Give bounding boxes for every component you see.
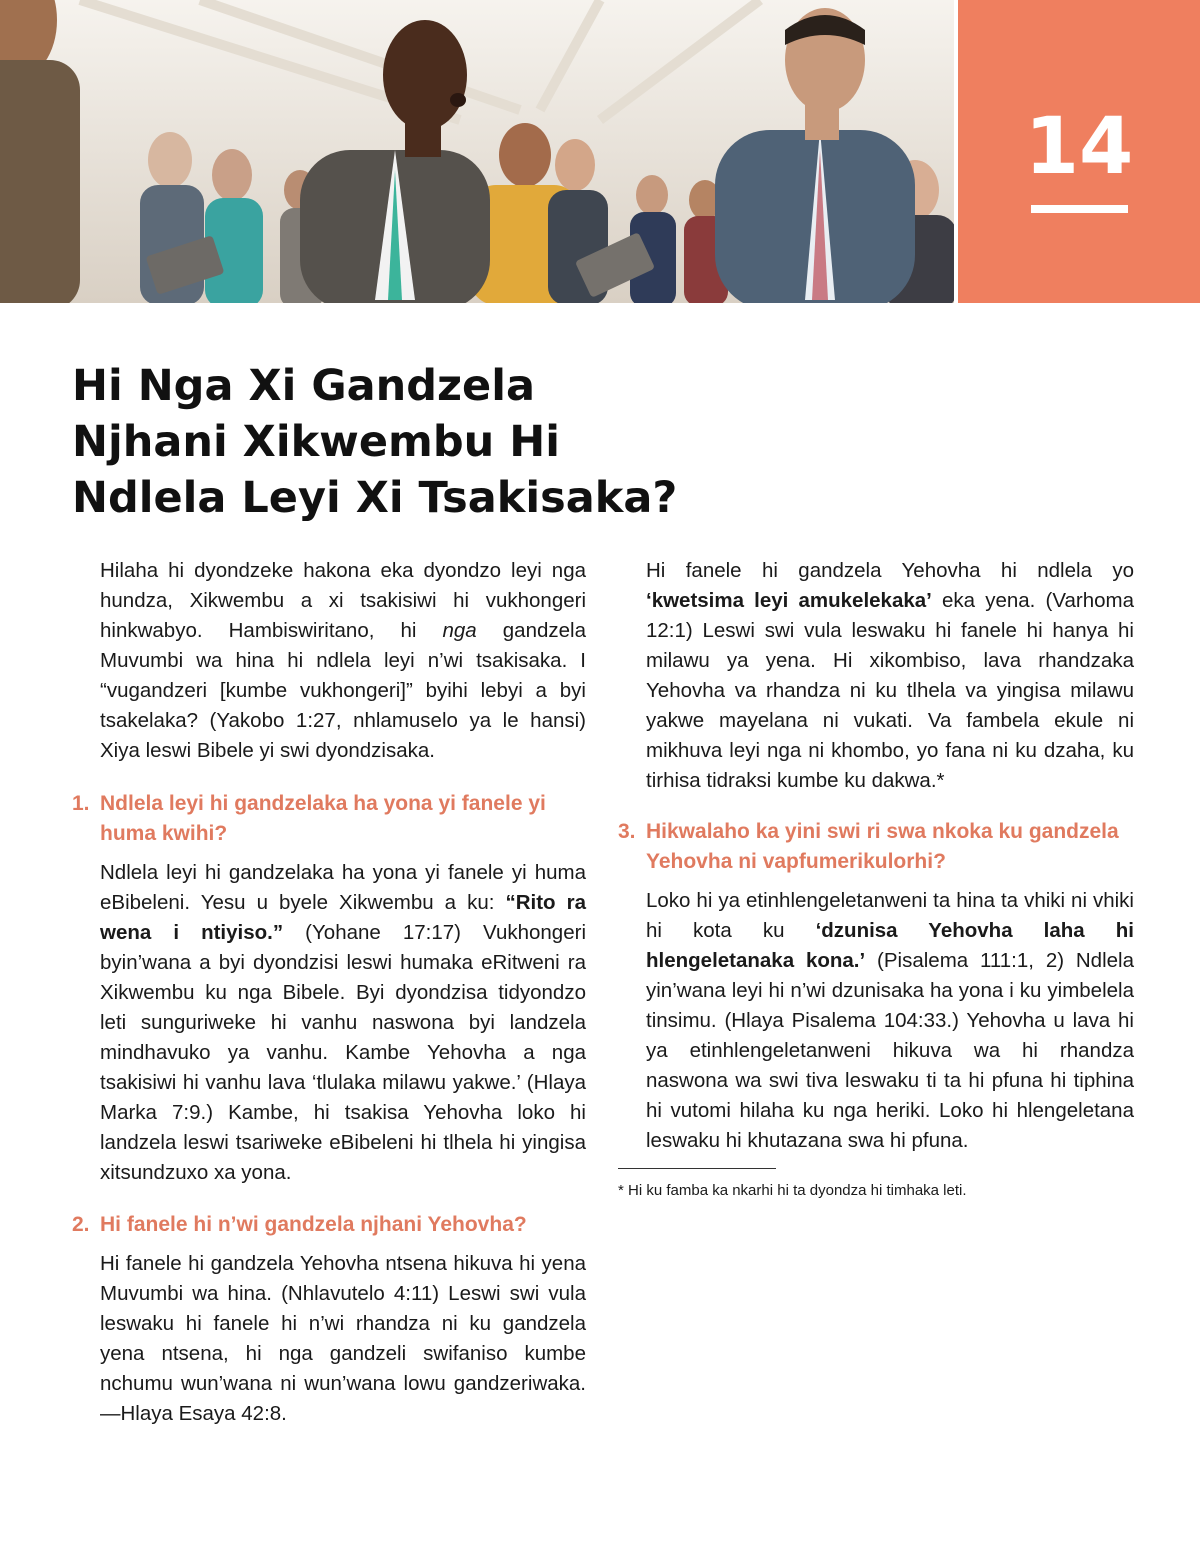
answer-1-scripture-quote: “Rito ra wena i ntiyiso.” [100, 891, 586, 944]
answer-2-text-b: eka yena. (Varhoma 12:1) Leswi swi vula leswaku hi fanele hi hanya hi milawu ya yena. Hi xikombiso, lava rhandzaka Yehovha va rhandza ni ku tlhela va yingisa milawu yakwe mayelana ni vukati. Va fambela ekule ni mikhuva leyi nga ni khombo, yo fana ni ku dzaha, ku tirhisa tidraksi kumbe ku dakwa.* [646, 589, 1134, 792]
footnote: * Hi ku famba ka nkarhi hi ta dyondza hi timhaka leti. [618, 1182, 967, 1199]
intro-paragraph [100, 556, 586, 766]
answer-3-text-a: Loko hi ya etinhlengeletanweni ta hina ta vhiki ni vhiki hi kota ku [646, 889, 1134, 942]
congregation-singing-illustration [0, 0, 954, 303]
question-1-heading [72, 789, 586, 849]
answer-1-text-a: Ndlela leyi hi gandzelaka ha yona yi fanele yi huma eBibeleni. Yesu u byele Xikwembu a ku: [100, 861, 586, 914]
answer-3-text-b: (Pisalema 111:1, 2) Ndlela yin’wana leyi hi n’wi dzunisaka ha yona i ku yimbelela tinsimu. (Hlaya Pisalema 104:33.) Yehovha u lava hi ya etinhlengeletanweni hikuva wa hi rhandza naswona wa swi tiva leswaku ti ta hi pfuna hi tiphina hi vutomi hilaha ku nga heriki. Loko hi hlengeletana leswaku hi khutazana swa hi pfuna. [646, 949, 1134, 1152]
answer-2-text-a: Hi fanele hi gandzela Yehovha hi ndlela yo [646, 559, 1134, 582]
answer-3-scripture-quote: ‘dzunisa Yehovha laha hi hlengeletanaka kona.’ [646, 919, 1134, 972]
left-column [72, 556, 586, 1429]
question-2-heading [72, 1210, 586, 1240]
question-1-number: 1. [72, 792, 90, 815]
lesson-number-box [958, 0, 1200, 303]
question-2-number: 2. [72, 1213, 90, 1236]
answer-1-text-b: (Yohane 17:17) Vukhongeri byin’wana a byi dyondzisi leswi humaka eRitweni ra Xikwembu ku nga Bibele. Byi dyondzisa tidyondzo leti sunguriweke hi vanhu naswona byi landzela mindhavuko ya vanhu. Kambe Yehovha a nga tsakisiwi hi vanhu lava ‘tlulaka milawu yakwe.’ (Hlaya Marka 7:9.) Kambe, hi tsakisa Yehovha loko hi landzela leswi tsariweke eBibeleni hi tlhela hi yingisa xitsundzuxo xa yona. [100, 921, 586, 1184]
question-3-number: 3. [618, 820, 636, 843]
title-line-1: Hi Nga Xi Gandzela [72, 361, 535, 411]
question-2-text: Hi fanele hi n’wi gandzela njhani Yehovha? [100, 1213, 527, 1236]
question-3-text: Hikwalaho ka yini swi ri swa nkoka ku gandzela Yehovha ni vapfumerikulorhi? [646, 820, 1119, 873]
question-1-text: Ndlela leyi hi gandzelaka ha yona yi fanele yi huma kwihi? [100, 792, 546, 845]
lesson-number: 14 [1024, 102, 1134, 192]
title-line-3: Ndlela Leyi Xi Tsakisaka? [72, 473, 678, 523]
intro-text-b: gandzela Muvumbi wa hina hi ndlela leyi n’wi tsakisaka. I “vugandzeri [kumbe vukhongeri]” byihi lebyi a byi tsakelaka? (Yakobo 1:27, nhlamuselo ya le hansi) Xiya leswi Bibele yi swi dyondzisaka. [100, 619, 586, 762]
answer-3-paragraph [646, 886, 1134, 1156]
intro-text-a: Hilaha hi dyondzeke hakona eka dyondzo leyi nga hundza, Xikwembu a xi tsakisiwi hi vukhongeri hinkwabyo. Hambiswiritano, hi [100, 559, 586, 642]
answer-2-paragraph-1: Hi fanele hi gandzela Yehovha ntsena hikuva hi yena Muvumbi wa hina. (Nhlavutelo 4:11) Leswi swi vula leswaku hi fanele hi n’wi rhandza ni ku gandzela yena ntsena, hi nga gandzeli swifaniso kumbe nchumu wun’wana ni wun’wana lowu gandzeriwaka.—Hlaya Esaya 42:8. [100, 1252, 586, 1425]
right-column [618, 556, 1134, 1201]
title-line-2: Njhani Xikwembu Hi [72, 417, 560, 467]
header-photo [0, 0, 954, 303]
intro-emphasis: nga [442, 619, 477, 642]
question-3-heading [618, 817, 1134, 877]
answer-1-paragraph [100, 858, 586, 1188]
lesson-number-underline [1031, 205, 1128, 213]
answer-2-paragraph-2 [646, 556, 1134, 796]
lesson-title [72, 358, 832, 526]
answer-2-scripture-quote: ‘kwetsima leyi amukelekaka’ [646, 589, 932, 612]
footnote-divider [618, 1168, 776, 1169]
